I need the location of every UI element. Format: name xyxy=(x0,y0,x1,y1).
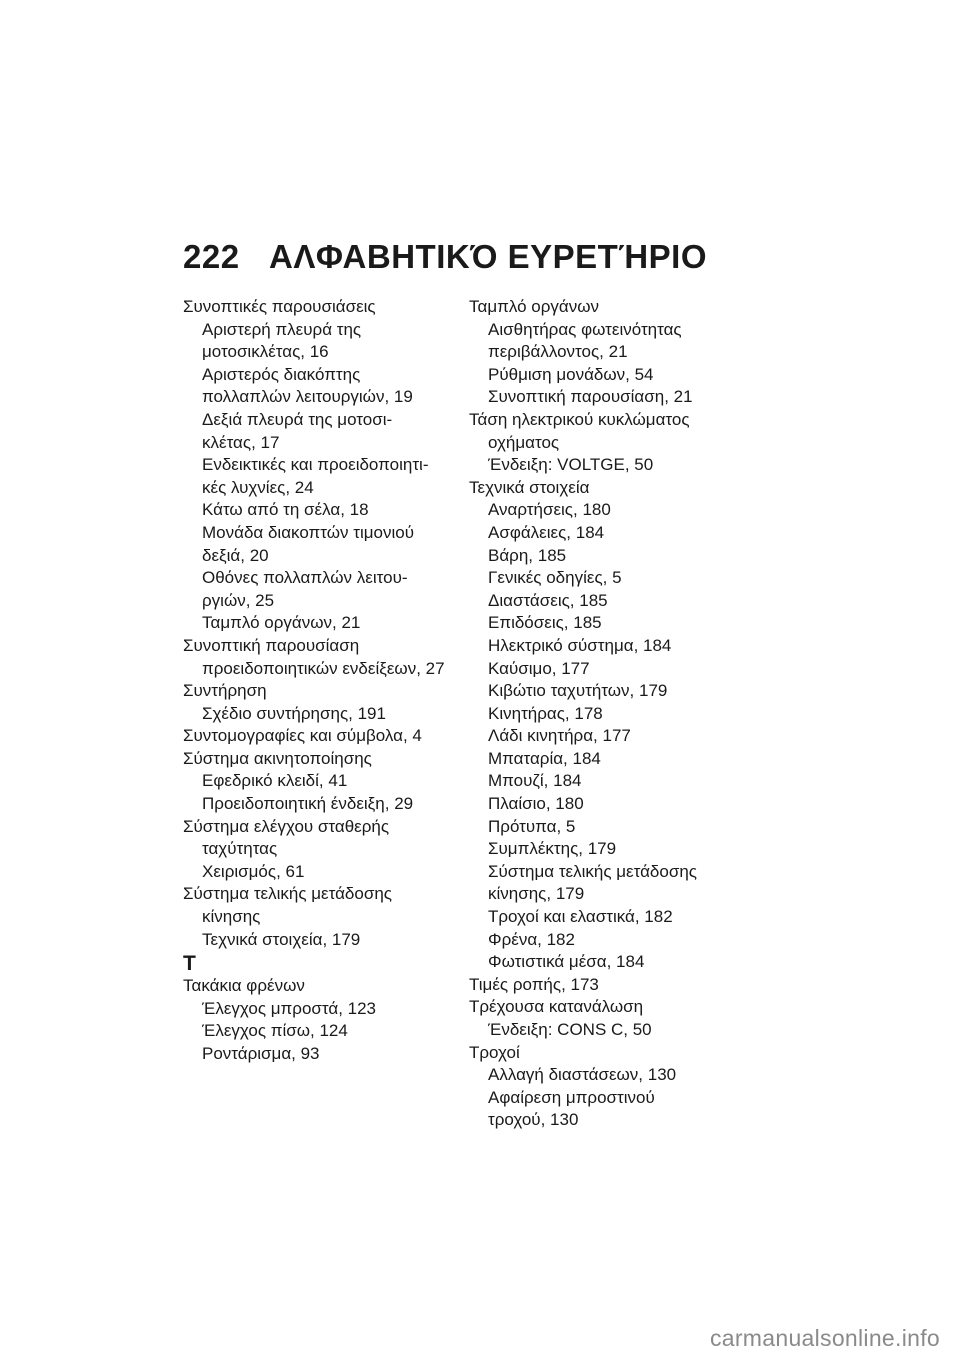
index-entry: Τακάκια φρένων xyxy=(183,976,305,996)
index-subentry: Έλεγχος μπροστά, 123 xyxy=(202,998,377,1018)
index-subentry: Αισθητήρας φωτεινότητας xyxy=(488,319,682,339)
index-subentry: Τροχοί και ελαστικά, 182 xyxy=(488,907,673,927)
index-subentry: Αναρτήσεις, 180 xyxy=(488,500,611,520)
index-entry: Τρέχουσα κατανάλωση xyxy=(469,997,644,1017)
index-subentry: Μπουζί, 184 xyxy=(488,771,582,791)
index-subentry: δεξιά, 20 xyxy=(202,545,269,565)
page-title: ΑΛΦΑΒΗΤΙΚΌ ΕΥΡΕΤΉΡΙΟ xyxy=(269,238,708,275)
index-entry: Συντομογραφίες και σύμβολα, 4 xyxy=(183,726,422,746)
watermark-text: carmanualsonline.info xyxy=(709,1325,940,1351)
index-subentry: Πλαίσιο, 180 xyxy=(488,794,584,814)
index-entry: Σύστημα ελέγχου σταθερής xyxy=(183,816,390,836)
index-subentry: Φωτιστικά μέσα, 184 xyxy=(488,952,645,972)
index-subentry: Βάρη, 185 xyxy=(488,545,567,565)
index-subentry: Φρένα, 182 xyxy=(488,929,575,949)
index-subentry: τροχού, 130 xyxy=(488,1110,579,1130)
index-subentry: Ασφάλειες, 184 xyxy=(488,522,605,542)
index-entry: Τροχοί xyxy=(469,1042,520,1062)
index-subentry: Ενδεικτικές και προειδοποιητι- xyxy=(202,455,429,475)
index-subentry: Ηλεκτρικό σύστημα, 184 xyxy=(488,635,672,655)
index-subentry: Αλλαγή διαστάσεων, 130 xyxy=(488,1065,677,1085)
index-subentry: Μπαταρία, 184 xyxy=(488,748,601,768)
index-subentry: Έλεγχος πίσω, 124 xyxy=(202,1021,348,1041)
index-entry: Τιμές ροπής, 173 xyxy=(469,974,599,994)
index-subentry: πολλαπλών λειτουργιών, 19 xyxy=(202,387,413,407)
index-entry: Σύστημα τελικής μετάδοσης xyxy=(183,884,392,904)
page-number: 222 xyxy=(183,238,240,275)
index-entry: Συντήρηση xyxy=(183,681,267,701)
index-entry: Συνοπτικές παρουσιάσεις xyxy=(183,297,376,316)
index-subentry: Αριστερός διακόπτης xyxy=(202,364,361,384)
index-entry: Τάση ηλεκτρικού κυκλώματος xyxy=(469,409,690,429)
index-subentry: κίνησης, 179 xyxy=(488,884,585,904)
index-subentry: Συνοπτική παρουσίαση, 21 xyxy=(488,387,693,407)
index-column-left xyxy=(183,296,473,1066)
index-subentry: Κάτω από τη σέλα, 18 xyxy=(202,500,369,520)
index-subentry: Σύστημα τελικής μετάδοσης xyxy=(488,861,697,881)
index-subentry: Γενικές οδηγίες, 5 xyxy=(488,568,622,588)
page-header xyxy=(183,238,707,276)
index-subentry: Εφεδρικό κλειδί, 41 xyxy=(202,771,348,791)
index-subentry: Λάδι κινητήρα, 177 xyxy=(488,726,631,746)
index-entry: Τεχνικά στοιχεία xyxy=(469,477,590,497)
index-subentry: Ροντάρισμα, 93 xyxy=(202,1044,320,1063)
index-entry: Συνοπτική παρουσίαση xyxy=(183,635,360,655)
index-entry: Σύστημα ακινητοποίησης xyxy=(183,748,372,768)
index-subentry: κλέτας, 17 xyxy=(202,432,280,452)
index-subentry: Κιβώτιο ταχυτήτων, 179 xyxy=(488,681,668,701)
index-subentry: Ένδειξη: VOLTGE, 50 xyxy=(488,455,654,475)
index-subentry: Αφαίρεση μπροστινού xyxy=(488,1087,655,1107)
index-subentry: Κινητήρας, 178 xyxy=(488,703,603,723)
index-subentry: Μονάδα διακοπτών τιμονιού xyxy=(202,522,415,542)
index-subentry: Πρότυπα, 5 xyxy=(488,816,576,836)
index-subentry: Προειδοποιητική ένδειξη, 29 xyxy=(202,794,414,814)
index-subentry: περιβάλλοντος, 21 xyxy=(488,342,628,362)
index-subentry: Σχέδιο συντήρησης, 191 xyxy=(202,703,386,723)
index-section-letter: Τ xyxy=(183,952,196,976)
index-entry: Ταμπλό οργάνων xyxy=(469,297,600,316)
index-subentry: ργιών, 25 xyxy=(202,590,275,610)
index-subentry: προειδοποιητικών ενδείξεων, 27 xyxy=(202,658,445,678)
index-subentry: Καύσιμο, 177 xyxy=(488,658,590,678)
index-subentry: μοτοσικλέτας, 16 xyxy=(202,342,329,362)
index-subentry: Ρύθμιση μονάδων, 54 xyxy=(488,364,654,384)
index-subentry: Συμπλέκτης, 179 xyxy=(488,839,617,859)
index-subentry: Χειρισμός, 61 xyxy=(202,861,305,881)
index-subentry: ταχύτητας xyxy=(202,839,278,859)
index-subentry: Επιδόσεις, 185 xyxy=(488,613,602,633)
index-column-right xyxy=(469,296,759,1132)
index-subentry: Τεχνικά στοιχεία, 179 xyxy=(202,929,361,949)
index-subentry: Αριστερή πλευρά της xyxy=(202,319,362,339)
index-subentry: Δεξιά πλευρά της μοτοσι- xyxy=(202,409,393,429)
index-subentry: Ένδειξη: CONS C, 50 xyxy=(488,1020,652,1039)
index-subentry: Διαστάσεις, 185 xyxy=(488,590,608,610)
index-subentry: κές λυχνίες, 24 xyxy=(202,477,314,497)
index-subentry: κίνησης xyxy=(202,907,261,927)
index-subentry: οχήματος xyxy=(488,432,560,452)
index-subentry: Οθόνες πολλαπλών λειτου- xyxy=(202,568,408,588)
index-subentry: Ταμπλό οργάνων, 21 xyxy=(202,613,361,633)
